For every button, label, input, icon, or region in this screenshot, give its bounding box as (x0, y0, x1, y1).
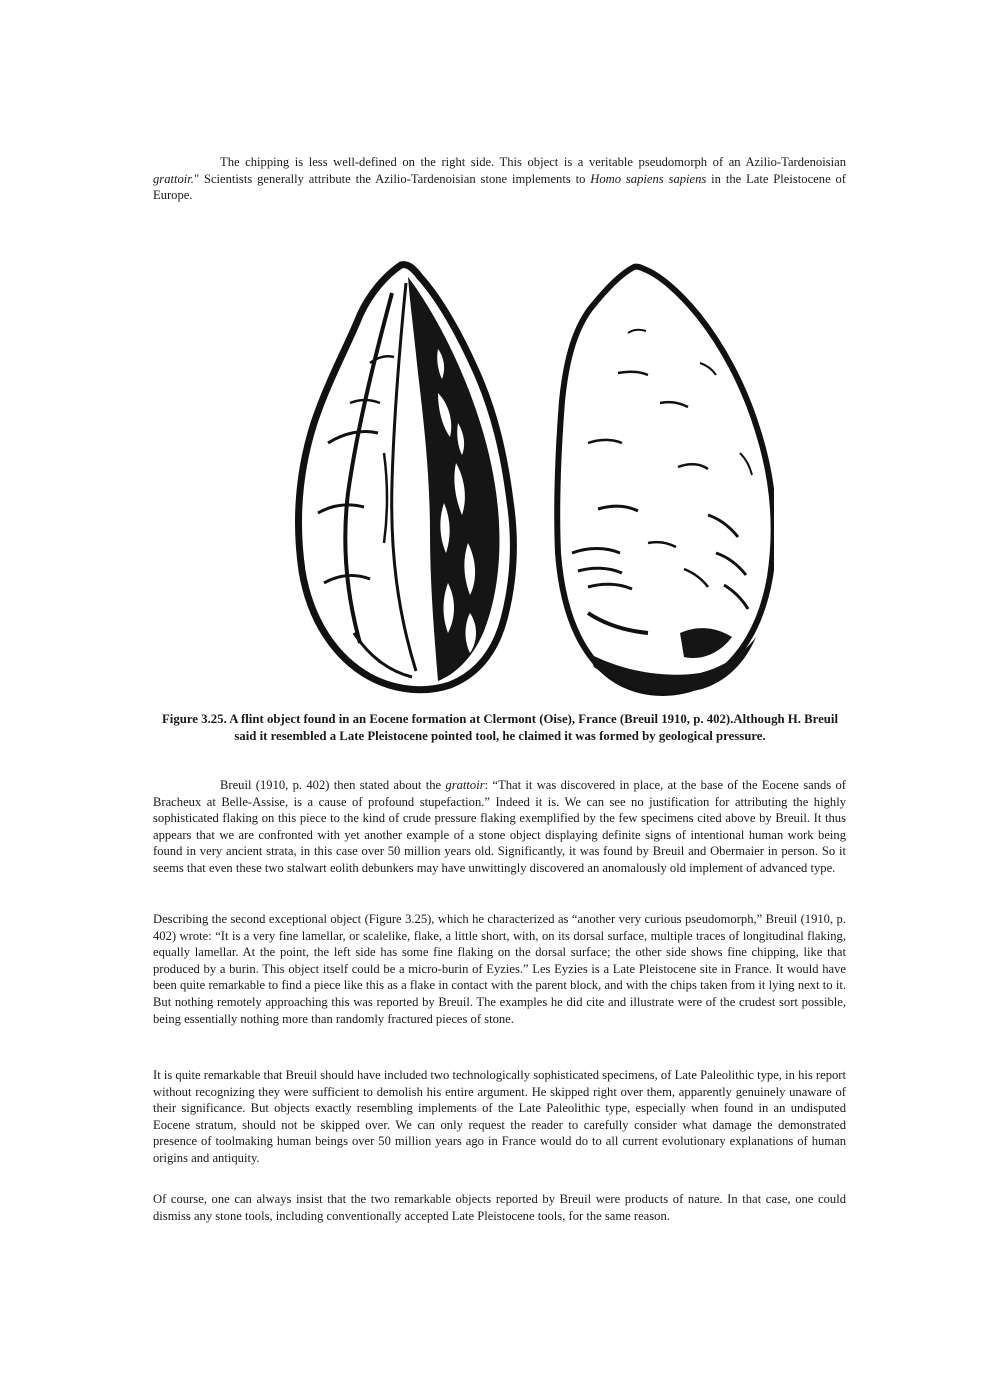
paragraph-breuil-text-a: Breuil (1910, p. 402) then stated about the (220, 778, 446, 792)
flint-ventral-view (557, 267, 773, 693)
paragraph-remarkable: It is quite remarkable that Breuil should have included two technologically sophisticated specimens, of Late Paleolithic type, in his report without recognizing they were sufficient to demolish his entire argument. He skipped right over them, apparently genuinely unaware of their significance. But objects exactly resembling implements of the Late Paleolithic type, especially when found in an undisputed Eocene stratum, should not be skipped over. We can only request the reader to carefully consider what damage the demonstrated presence of toolmaking human beings over 50 million years ago in France would do to all current evolutionary explanations of human origins and antiquity. (153, 1068, 846, 1165)
paragraph-intro-text-a: The chipping is less well-defined on the right side. This object is a veritable pseudomorph of an Azilio-Tardenoisian (220, 155, 846, 169)
term-grattoir-2: grattoir (445, 778, 485, 792)
flint-dorsal-view (298, 265, 513, 690)
paragraph-breuil-quote (153, 777, 846, 877)
term-grattoir: grattoir. (153, 171, 194, 186)
figure-flint-object (288, 253, 774, 700)
paragraph-conclusion: Of course, one can always insist that the two remarkable objects reported by Breuil were products of nature. In that case, one could dismiss any stone tools, including conventionally accepted Late Pleistocene tools, for the same reason. (153, 1192, 846, 1223)
paragraph-breuil-text-b: : “That it was discovered in place, at the base of the Eocene sands of Bracheux at Belle-Assise, is a cause of profound stupefaction.” Indeed it is. We can see no justification for attributing the highly sophisticated flaking on this piece to the kind of crude pressure flaking exemplified by the few specimens cited above by Breuil. It thus appears that we are confronted with yet another example of a stone object displaying definite signs of intentional human work being found in very ancient strata, in this case over 50 million years old. Significantly, it was found by Breuil and Obermaier in person. So it seems that even these two stalwart eolith debunkers may have unwittingly discovered an anomalously old implement of advanced type. (153, 778, 846, 875)
figure-caption: Figure 3.25. A flint object found in an Eocene formation at Clermont (Oise), France (Breuil 1910, p. 402).Although H. Breuil said it resembled a Late Pleistocene pointed tool, he claimed it was formed by geological pressure. (161, 712, 839, 743)
paragraph-second-object: Describing the second exceptional object (Figure 3.25), which he characterized as “another very curious pseudomorph,” Breuil (1910, p. 402) wrote: “It is a very fine lamellar, or scalelike, flake, a little short, with, on its dorsal surface, multiple traces of longitudinal flaking, equally lamellar. At the point, the left side has some fine flaking on the dorsal surface; the other side shows fine chipping, like that produced by a burin. This object itself could be a micro-burin of Eyzies.” Les Eyzies is a Late Pleistocene site in France. It would have been quite remarkable to find a piece like this as a flake in contact with the parent block, and with the chips taken from it lying next to it. But nothing remotely approaching this was reported by Breuil. The examples he did cite and illustrate were of the crudest sort possible, being essentially nothing more than randomly fractured pieces of stone. (153, 912, 846, 1026)
paragraph-intro-text-b: " Scientists generally attribute the Azilio-Tardenoisian stone implements to (193, 171, 591, 186)
term-homo-sapiens: Homo sapiens sapiens (590, 171, 707, 186)
paragraph-intro (153, 154, 846, 204)
paragraph-intro-text-c: in the Late Pleistocene of Europe. (153, 171, 847, 203)
flint-drawing (288, 253, 774, 700)
